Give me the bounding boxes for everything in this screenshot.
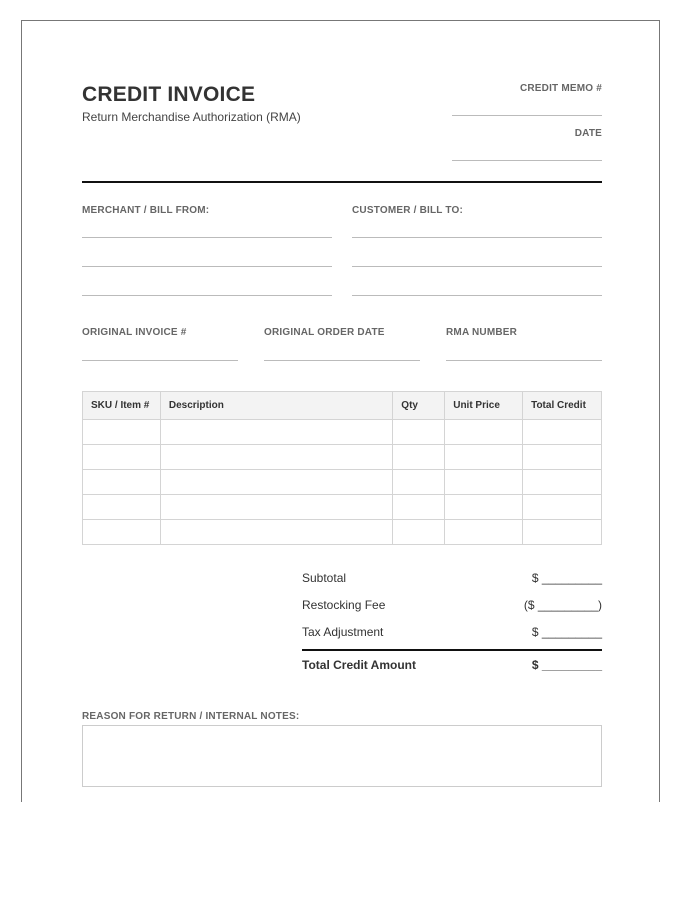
date-label: DATE [574,128,602,139]
table-header-row [83,392,602,420]
column-header-sku: SKU / Item # [83,392,161,420]
customer-line-2[interactable] [352,266,602,267]
table-cell[interactable] [160,495,392,520]
table-row [83,445,602,470]
date-field[interactable] [452,160,602,161]
credit-invoice-form [21,20,660,802]
subtotal-label: Subtotal [302,571,347,585]
table-row [83,495,602,520]
column-header-qty: Qty [393,392,445,420]
table-cell[interactable] [445,520,523,545]
original-invoice-field[interactable] [82,360,238,361]
original-order-date-label: ORIGINAL ORDER DATE [264,327,385,338]
total-credit-value[interactable]: $ _________ [531,658,602,672]
table-cell[interactable] [523,470,602,495]
subtotal-value[interactable]: $ _________ [531,571,602,585]
table-cell[interactable] [160,470,392,495]
merchant-line-3[interactable] [82,295,332,296]
table-cell[interactable] [523,520,602,545]
customer-line-3[interactable] [352,295,602,296]
table-cell[interactable] [160,420,392,445]
table-cell[interactable] [160,520,392,545]
table-cell[interactable] [445,420,523,445]
table-cell[interactable] [83,420,161,445]
table-row [83,520,602,545]
tax-adjustment-value[interactable]: $ _________ [531,625,602,639]
table-cell[interactable] [445,445,523,470]
table-cell[interactable] [393,520,445,545]
customer-label: CUSTOMER / BILL TO: [352,205,464,216]
table-cell[interactable] [445,470,523,495]
table-cell[interactable] [393,420,445,445]
table-cell[interactable] [445,495,523,520]
table-cell[interactable] [523,445,602,470]
table-cell[interactable] [523,420,602,445]
table-cell[interactable] [393,470,445,495]
rma-number-field[interactable] [446,360,602,361]
table-cell[interactable] [160,445,392,470]
customer-line-1[interactable] [352,237,602,238]
table-row [83,470,602,495]
total-credit-label: Total Credit Amount [302,658,416,672]
credit-memo-field[interactable] [452,115,602,116]
rma-number-label: RMA NUMBER [446,327,518,338]
restocking-fee-label: Restocking Fee [302,598,386,612]
table-cell[interactable] [523,495,602,520]
invoice-subtitle: Return Merchandise Authorization (RMA) [82,110,301,124]
table-cell[interactable] [83,445,161,470]
items-table [82,391,602,545]
header-divider [82,181,602,183]
merchant-label: MERCHANT / BILL FROM: [82,205,210,216]
restocking-fee-value[interactable]: ($ _________) [523,598,602,612]
merchant-line-1[interactable] [82,237,332,238]
table-cell[interactable] [83,470,161,495]
tax-adjustment-label: Tax Adjustment [302,625,384,639]
column-header-total-credit: Total Credit [523,392,602,420]
original-order-date-field[interactable] [264,360,420,361]
column-header-description: Description [160,392,392,420]
notes-textarea[interactable] [82,725,602,787]
invoice-title: CREDIT INVOICE [82,83,256,106]
column-header-unit-price: Unit Price [445,392,523,420]
table-cell[interactable] [83,495,161,520]
original-invoice-label: ORIGINAL INVOICE # [82,327,187,338]
table-cell[interactable] [393,445,445,470]
notes-label: REASON FOR RETURN / INTERNAL NOTES: [82,711,300,722]
credit-memo-label: CREDIT MEMO # [519,83,602,94]
table-row [83,420,602,445]
totals-divider [302,649,602,651]
merchant-line-2[interactable] [82,266,332,267]
table-cell[interactable] [83,520,161,545]
table-cell[interactable] [393,495,445,520]
